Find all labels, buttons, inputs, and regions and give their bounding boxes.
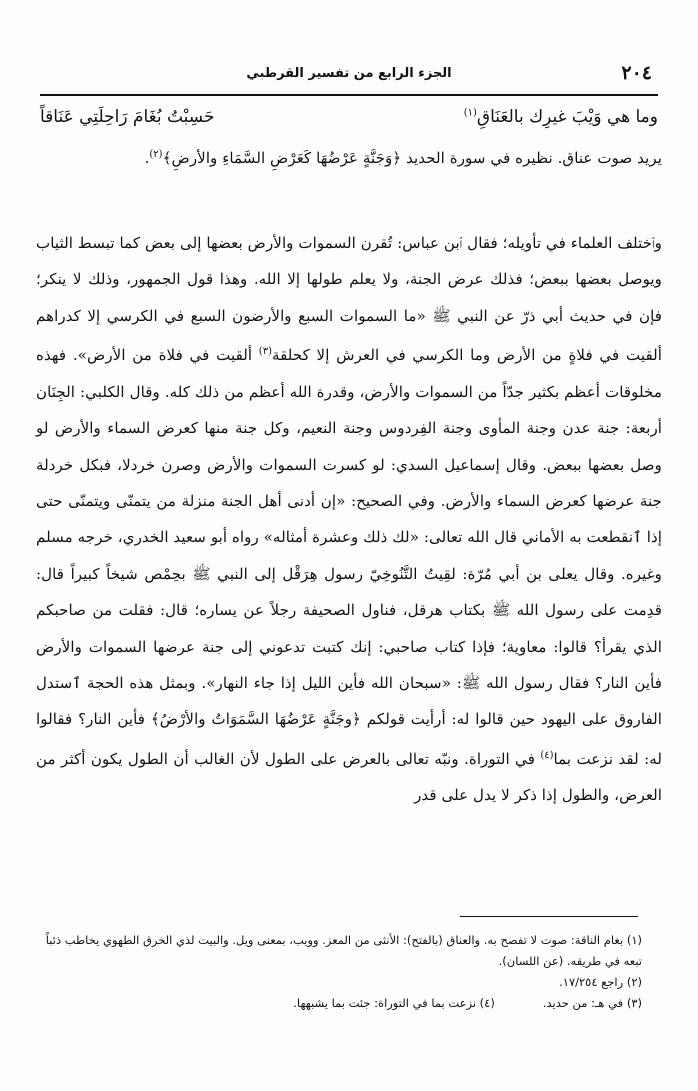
footnote-ref-2: (٢): [149, 149, 163, 160]
footnote-ref-1: (١): [463, 107, 477, 119]
footnote-2: (٢) راجع ١٧/٢٥٤.: [559, 975, 642, 989]
running-title: الجزء الرابع من تفسير القرطبي: [246, 66, 452, 81]
footnote-ref-3: (٣): [258, 346, 272, 358]
poetry-verse: [40, 100, 658, 134]
paragraph-1-text: يريد صوت عناق. نظيره في سورة الحديد ﴿وَجَنَّةٍ عَرْضُهَا كَعَرْضِ السَّمَاءِ والأرضِ﴾: [162, 149, 662, 168]
paragraph-2: [36, 225, 662, 814]
paragraph-2-text-a: وٱختلف العلماء في تأويله؛ فقال ٱبن عباس: تُقرن السموات والأرض بعضها إلى بعض كما تبسط الثياب ويوصل بعضها ببعض؛ فذلك عرض الجنة، ولا يعلم طولها إلا الله. وهذا قول الجمهور، وذلك لا ينكر؛ فإن في حديث أبي ذرّ عن النبي ﷺ «ما السموات السبع والأرضون السبع في الكرسي إلا كدراهم ألقيت في فلاةٍ من الأرض وما الكرسي في العرش إلا كحلقة: [36, 234, 662, 365]
footnote-4: (٤) نزعت بما في التوراة: جئت بما يشبهها.: [293, 996, 495, 1010]
hemistich-right: وما هي وَيْبَ غيرِك بالعَنَاقِ$^{(١)}$: [463, 107, 658, 127]
page-header: [40, 60, 658, 96]
page-number: ٢٠٤: [621, 62, 652, 84]
paragraph-1-end: .: [144, 149, 150, 168]
hemistich-left: حَسِبْتُ بُغَامَ رَاحِلَتِي عَنَاقاً: [40, 107, 215, 127]
paragraph-2-text-b: ألقيت في فلاة من الأرض». فهذه مخلوقات أعظم بكثير جدّاً من السموات والأرض، وقدرة الله أعظم من ذلك كله. وقال الكلبي: الجِنَان أربعة: جنة عدن وجنة المأوى وجنة الفِردوس وجنة النعيم، وكل جنة منها كعرض السماء والأرض لو وصل بعضها ببعض. وقال إسماعيل السدي: لو كسرت السموات والأرض وصرن خردلا، فبكل خردلة جنة عرضها كعرض السماء والأرض. وفي الصحيح: «إن أدنى أهل الجنة منزلة من يتمنّى ويتمنّى حتى إذا ٱنقطعت به الأماني قال الله تعالى: «لك ذلك وعشرة أمثاله» رواه أبو سعيد الخدري، خرجه مسلم وغيره. وقال يعلى بن أبي مُرّة: لقِيتُ التَّنُوخِيّ رسول هِرَقْل إلى النبي ﷺ بحِمْص شيخاً كبيراً قال: قدِمت على رسول الله ﷺ بكتاب هرقل، فناول الصحيفة رجلاً عن يساره؛ قال: فقلت من صاحبكم الذي يقرأ؟ قالوا: معاوية؛ فإذا كتاب صاحبي: إنك كتبت تدعوني إلى جنة عرضها السموات والأرض فأين النار؟ فقال رسول الله ﷺ: «سبحان الله فأين الليل إذا جاء النهار». وبمثل هذه الحجة ٱستدل الفاروق على اليهود حين قالوا له: أرأيت قولكم ﴿وجَنَّةٍ عَرْضُهَا السَّمَوَاتُ والأرْضُ﴾ فأين النار؟ فقالوا له: لقد نزعت بما: [36, 346, 662, 768]
footnote-1: (١) بغام الناقة: صوت لا تفصح به. والعناق (بالفتح): الأنثى من المعز. وويب، بمعنى ويل. والبيت لذي الخرق الطهوي يخاطب ذئباً تبعه في طريقه. (عن اللسان).: [45, 933, 642, 968]
paragraph-2-text-c: في التوراة. ونبّه تعالى بالعرض على الطول لأن الغالب أن الطول يكون أكثر من العرض، والطول إذا ذكر لا يدل على قدر: [36, 749, 662, 805]
footnote-3: (٣) في هـ: من حديد.: [542, 996, 642, 1010]
footnote-divider: [460, 916, 638, 917]
footnote-row-3-4: [40, 993, 642, 1014]
footnotes: [40, 930, 642, 1014]
footnote-ref-4: (٤): [540, 749, 554, 761]
paragraph-1: [36, 138, 662, 175]
